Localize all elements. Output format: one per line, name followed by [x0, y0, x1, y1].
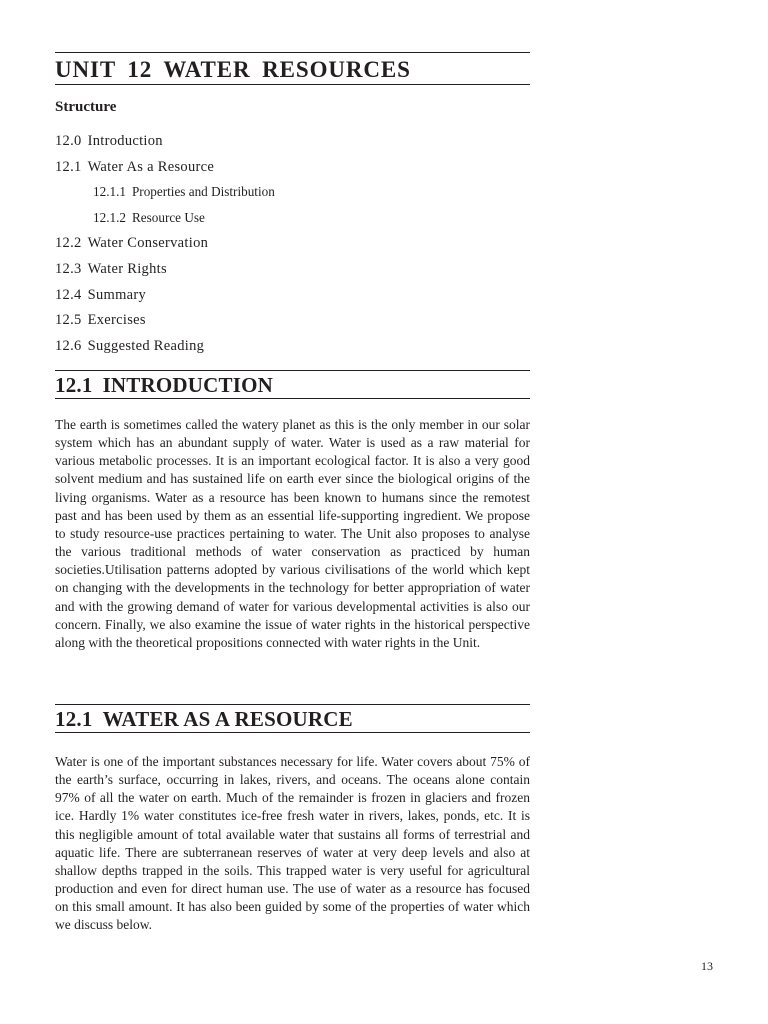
- toc-item-label: Suggested Reading: [87, 337, 205, 354]
- toc-item-label: Water As a Resource: [87, 158, 215, 175]
- structure-heading: Structure: [55, 99, 117, 115]
- toc-item-number: 12.0: [55, 133, 82, 149]
- table-of-contents: [55, 131, 275, 361]
- toc-item-number: 12.6: [55, 337, 82, 354]
- section-number: 12.1: [55, 707, 93, 731]
- section-water-as-resource: [55, 704, 530, 935]
- section-heading: [55, 705, 530, 732]
- toc-item-number: 12.5: [55, 312, 82, 329]
- section-bottom-rule: [55, 398, 530, 399]
- toc-item-label: Resource Use: [131, 209, 205, 225]
- toc-item: [55, 157, 275, 183]
- unit-title: UNIT 12 WATER RESOURCES: [55, 57, 411, 82]
- toc-item-label: Introduction: [87, 133, 163, 149]
- section-number: 12.1: [55, 373, 93, 397]
- toc-item-label: Summary: [87, 286, 147, 303]
- toc-item: [55, 259, 275, 285]
- section-bottom-rule: [55, 732, 530, 733]
- toc-item: [55, 131, 275, 157]
- toc-item-number: 12.1.2: [93, 209, 126, 225]
- toc-item-number: 12.3: [55, 260, 82, 277]
- section-introduction: [55, 370, 530, 652]
- toc-item: [55, 310, 275, 336]
- toc-subitem: [55, 182, 275, 208]
- toc-item-label: Exercises: [87, 312, 146, 329]
- title-bottom-rule: [55, 84, 530, 85]
- toc-subitem: [55, 208, 275, 234]
- toc-item-label: Properties and Distribution: [131, 184, 275, 200]
- section-body: The earth is sometimes called the watery planet as this is the only member in our solar system which has an abundant supply of water. Water is used as a raw material for various metabolic processes. It is an important ecological factor. It is also a very good solvent medium and has sustained life on earth ever since the biological origins of the living organisms. Water as a resource has been known to humans since the remotest past and has been used by them as an essential life-supporting ingredient. We propose to study resource-use practices pertaining to water. The Unit also proposes to analyse the various traditional methods of water conservation as practiced by human societies.Utilisation patterns adopted by various civilisations of the world which kept on changing with the developments in the technology for better appropriation of water and with the growing demand of water for various developmental activities is also our concern. Finally, we also examine the issue of water rights in the historical perspective along with the theoretical propositions connected with water rights in the Unit.: [55, 417, 530, 650]
- toc-item-number: 12.1.1: [93, 184, 126, 200]
- section-title: WATER AS A RESOURCE: [102, 707, 353, 731]
- toc-item: [55, 285, 275, 311]
- toc-item: [55, 336, 275, 362]
- toc-item-number: 12.4: [55, 286, 82, 303]
- page-number: 13: [701, 959, 713, 973]
- toc-item: [55, 233, 275, 259]
- toc-item-number: 12.1: [55, 158, 82, 175]
- section-title: INTRODUCTION: [102, 373, 273, 397]
- section-body: Water is one of the important substances necessary for life. Water covers about 75% of the earth’s surface, occurring in lakes, rivers, and oceans. The oceans alone contain 97% of all the water on earth. Much of the remainder is frozen in glaciers and frozen ice. Hardly 1% water constitutes ice-free fresh water in rivers, lakes, ponds, etc. It is this negligible amount of total available water that sustains all forms of terrestrial and aquatic life. There are subterranean reserves of water at very deep levels and also at shallow depths trapped in the soils. This trapped water is very useful for agricultural production and even for direct human use. The use of water as a resource has focused on this small amount. It has also been guided by some of the properties of water which we discuss below.: [55, 754, 530, 933]
- section-heading: [55, 371, 530, 398]
- toc-item-label: Water Rights: [87, 260, 167, 277]
- toc-item-number: 12.2: [55, 235, 82, 252]
- toc-item-label: Water Conservation: [87, 235, 209, 252]
- unit-title-block: [55, 52, 530, 85]
